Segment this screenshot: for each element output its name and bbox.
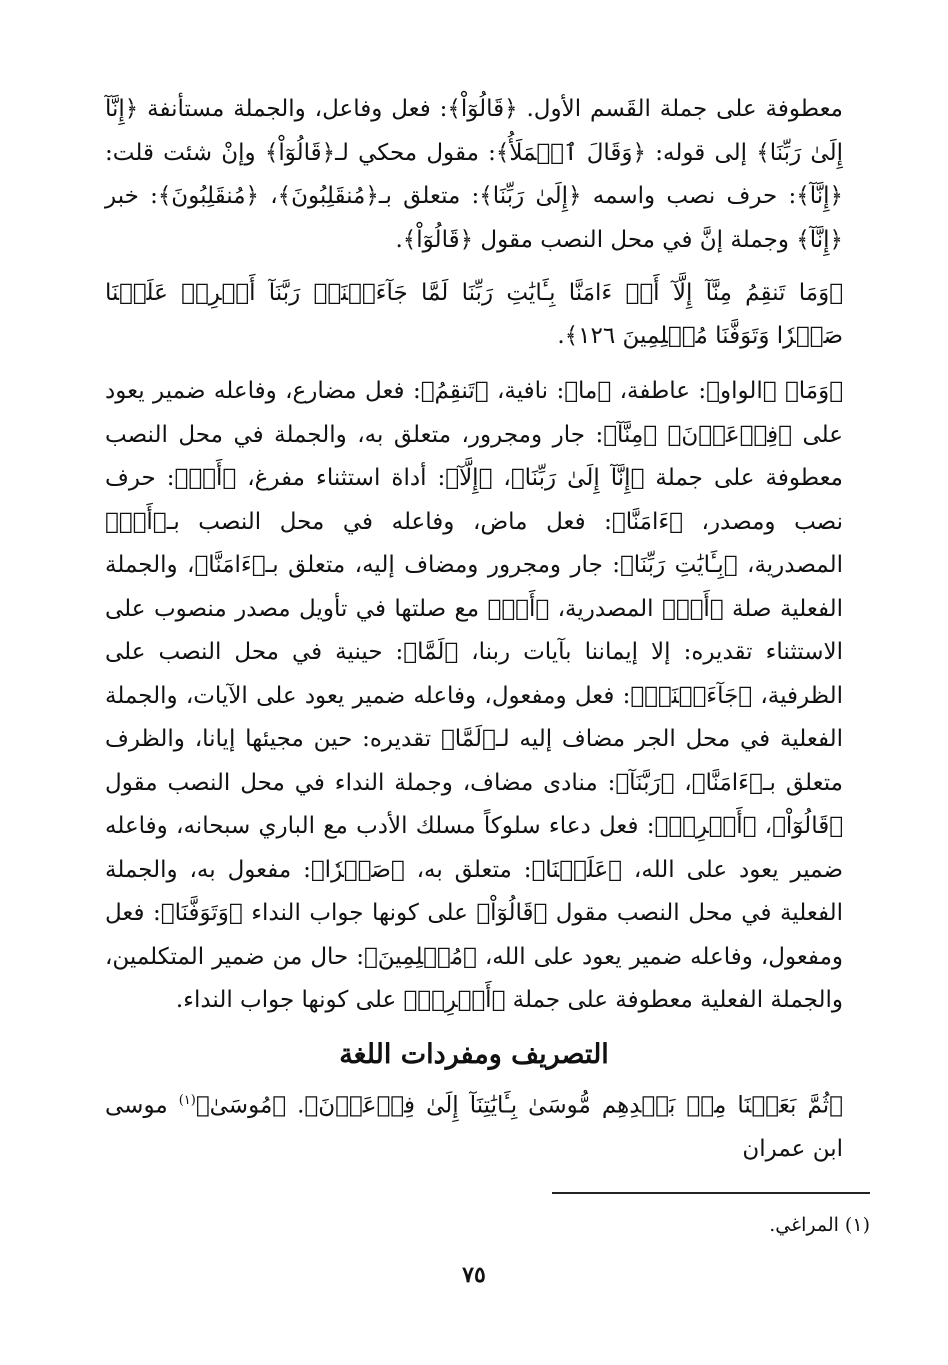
page-number: ٧٥ (462, 1262, 486, 1288)
section-heading: التصريف ومفردات اللغة (339, 1038, 609, 1070)
section-verse-text: ﴿ثُمَّ بَعَثۡنَا مِنۢ بَعۡدِهِم مُّوسَىٰ بِـَٔايَٰتِنَآ إِلَىٰ فِرۡعَوۡنَ﴾. ﴿مُوسَىٰ﴾ (195, 1092, 843, 1119)
footnote-marker: (١) (178, 1092, 196, 1108)
footnote-divider (552, 1192, 870, 1194)
section-line-end: موسى ابن عمران (105, 1092, 843, 1162)
footnote: (١) المراغي. (769, 1214, 870, 1236)
section-first-line (105, 1079, 843, 1172)
paragraph-parsing: ﴿وَمَا﴾ ﴿الواو﴾: عاطفة، ﴿ما﴾: نافية، ﴿تَنقِمُ﴾: فعل مضارع، وفاعله ضمير يعود على ﴿فِرۡعَوۡنَ﴾ ﴿مِنَّآ﴾: جار ومجرور، متعلق به، والجملة في محل النصب معطوفة على جملة ﴿إِنَّآ إِلَىٰ رَبِّنَا﴾، ﴿إِلَّآ﴾: أداة استثناء مفرغ، ﴿أَنۡ﴾: حرف نصب ومصدر، ﴿ءَامَنَّا﴾: فعل ماض، وفاعله في محل النصب بـ﴿أَنۡ﴾ المصدرية، ﴿بِـَٔايَٰتِ رَبِّنَا﴾: جار ومجرور ومضاف إليه، متعلق بـ﴿ءَامَنَّا﴾، والجملة الفعلية صلة ﴿أَنۡ﴾ المصدرية، ﴿أَنۡ﴾ مع صلتها في تأويل مصدر منصوب على الاستثناء تقديره: إلا إيماننا بآيات ربنا، ﴿لَمَّا﴾: حينية في محل النصب على الظرفية، ﴿جَآءَتۡنَاۚ﴾: فعل ومفعول، وفاعله ضمير يعود على الآيات، والجملة الفعلية في محل الجر مضاف إليه لـ﴿لَمَّا﴾ تقديره: حين مجيئها إيانا، والظرف متعلق بـ﴿ءَامَنَّا﴾، ﴿رَبَّنَآ﴾: منادى مضاف، وجملة النداء في محل النصب مقول ﴿قَالُوٓاْ﴾، ﴿أَفۡرِغۡ﴾: فعل دعاء سلوكاً مسلك الأدب مع الباري سبحانه، وفاعله ضمير يعود على الله، ﴿عَلَيۡنَا﴾: متعلق به، ﴿صَبۡرٗا﴾: مفعول به، والجملة الفعلية في محل النصب مقول ﴿قَالُوٓاْ﴾ على كونها جواب النداء ﴿وَتَوَفَّنَا﴾: فعل ومفعول، وفاعله ضمير يعود على الله، ﴿مُسۡلِمِينَ﴾: حال من ضمير المتكلمين، والجملة الفعلية معطوفة على جملة ﴿أَفۡرِغۡ﴾ على كونها جواب النداء. (105, 378, 844, 1013)
quran-verse: ﴿وَمَا تَنقِمُ مِنَّآ إِلَّآ أَنۡ ءَامَنَّا بِـَٔايَٰتِ رَبِّنَا لَمَّا جَآءَتۡنَاۚ رَبَّنَآ أَفۡرِغۡ عَلَيۡنَا صَبۡرٗا وَتَوَفَّنَا مُسۡلِمِينَ ١٢٦﴾. (105, 280, 843, 349)
paragraph-intro: معطوفة على جملة القَسم الأول. ﴿قَالُوٓاْ﴾: فعل وفاعل، والجملة مستأنفة ﴿إِنَّآ إِلَىٰ رَبِّنَا﴾ إلى قوله: ﴿وَقَالَ ٱلۡمَلَأُ﴾: مقول محكي لـ﴿قَالُوٓاْ﴾ وإنْ شئت قلت: ﴿إِنَّآ﴾: حرف نصب واسمه ﴿إِلَىٰ رَبِّنَا﴾: متعلق بـ﴿مُنقَلِبُونَ﴾، ﴿مُنقَلِبُونَ﴾: خبر ﴿إِنَّآ﴾ وجملة إنَّ في محل النصب مقول ﴿قَالُوٓاْ﴾. (105, 96, 843, 253)
